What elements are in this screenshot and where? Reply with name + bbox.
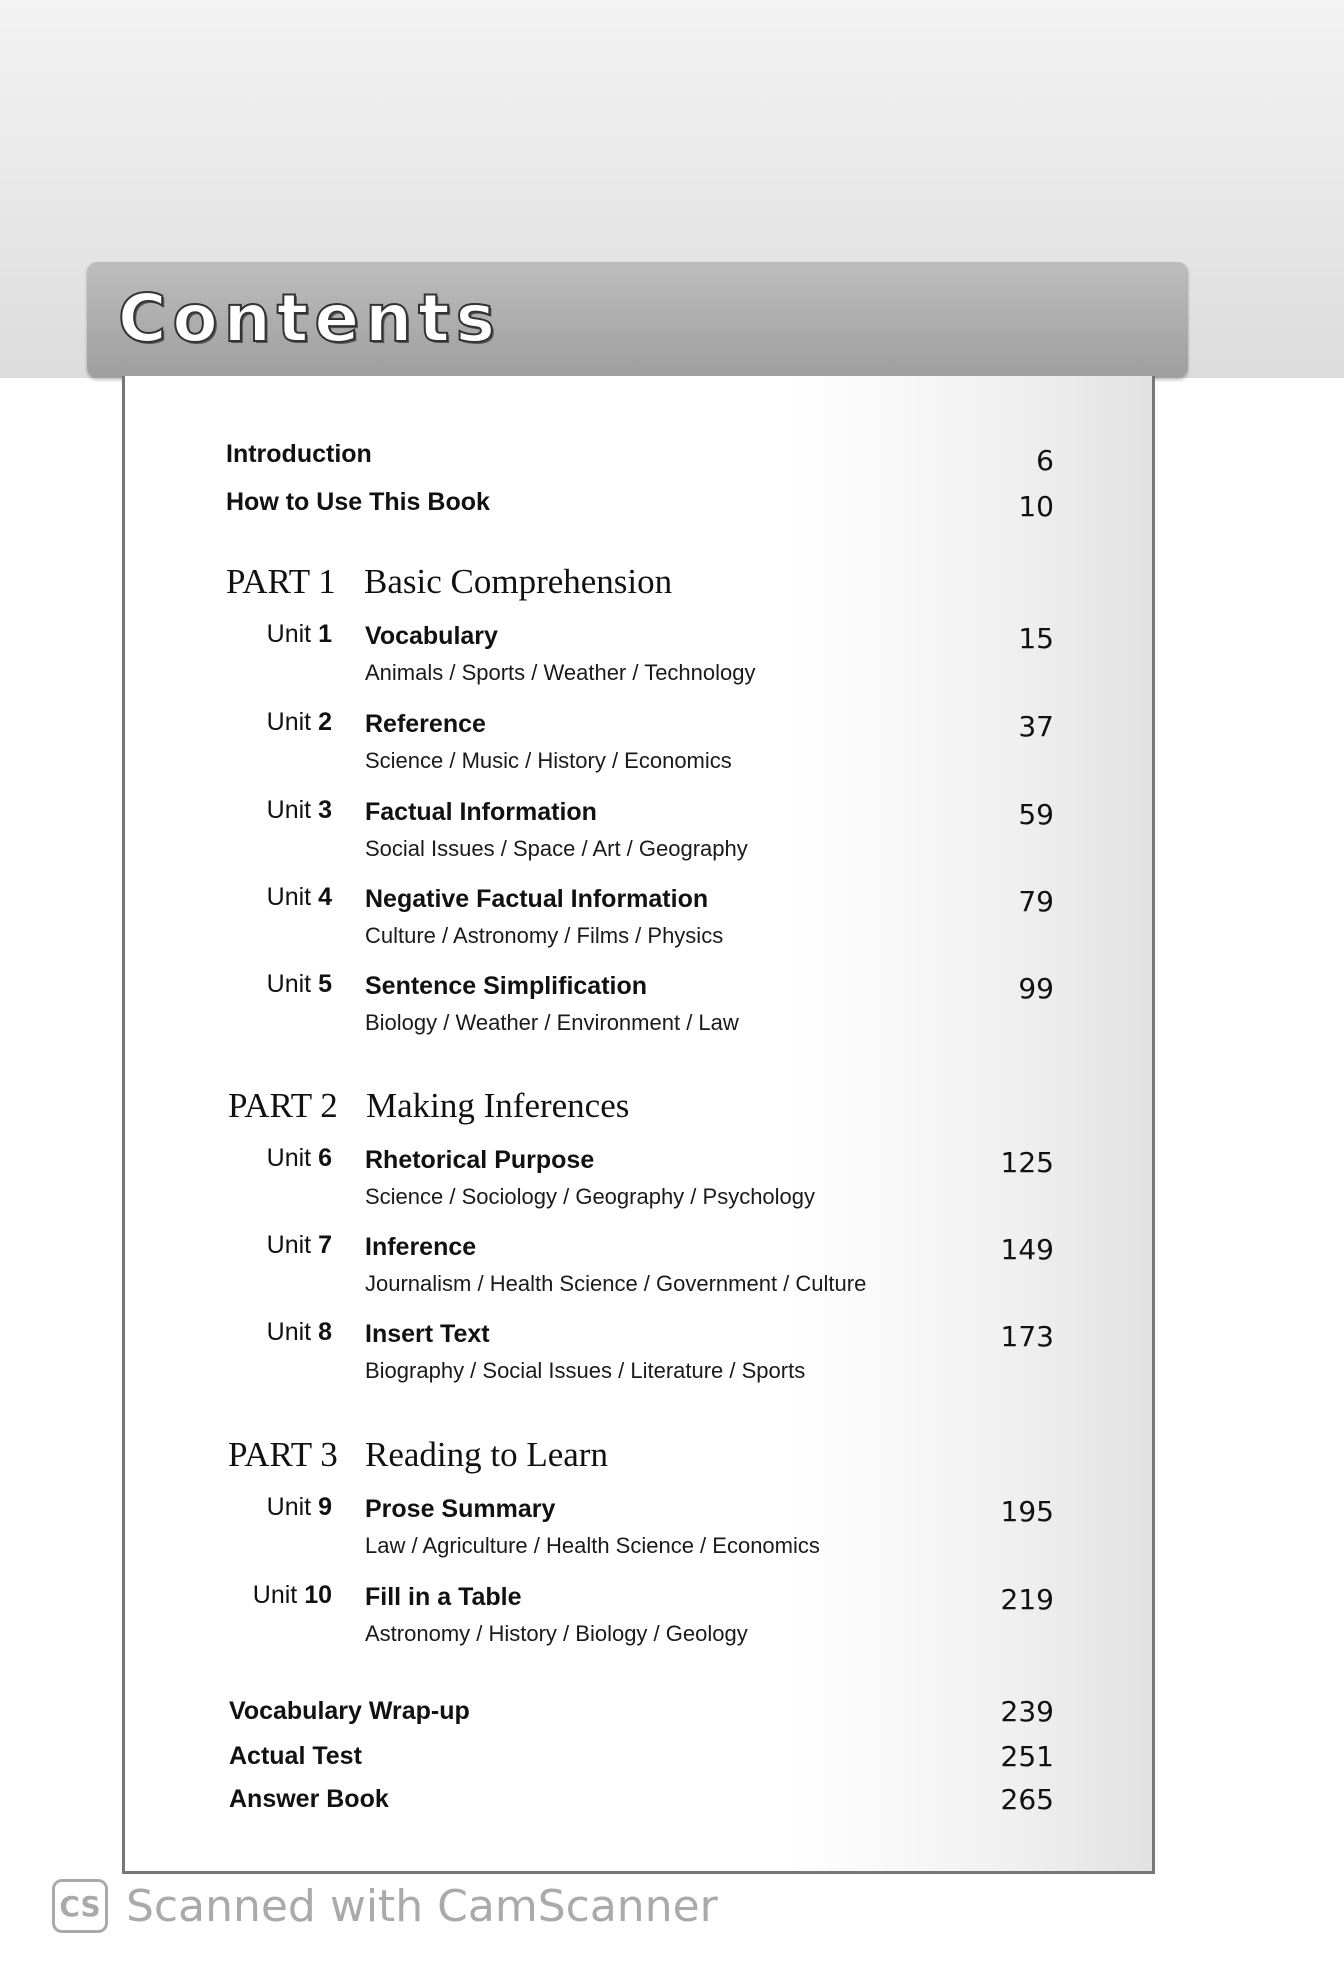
unit-title: Fill in a Table xyxy=(365,1583,522,1611)
unit-topics: Astronomy / History / Biology / Geology xyxy=(365,1621,748,1646)
entry-label: Introduction xyxy=(226,440,372,468)
unit-label: Unit 8 xyxy=(266,1318,332,1346)
page-number: 149 xyxy=(1000,1233,1054,1266)
unit-label: Unit 2 xyxy=(266,708,332,736)
part-heading-2 xyxy=(0,1086,1344,1136)
camscanner-logo-icon: CS xyxy=(52,1879,108,1933)
page-number: 99 xyxy=(1018,972,1054,1005)
unit-label: Unit 5 xyxy=(266,970,332,998)
unit-title: Reference xyxy=(365,710,486,738)
page-number: 265 xyxy=(1000,1783,1054,1816)
part-title: Making Inferences xyxy=(366,1086,630,1125)
unit-label: Unit 4 xyxy=(266,883,332,911)
part-heading-3 xyxy=(0,1435,1344,1485)
scanner-watermark xyxy=(52,1876,718,1936)
toc-unit-6[interactable] xyxy=(0,1144,1344,1214)
unit-label: Unit 1 xyxy=(266,620,332,648)
toc-entry-vocabulary-wrap-up[interactable] xyxy=(0,1697,1344,1737)
toc-unit-9[interactable] xyxy=(0,1493,1344,1563)
page-number: 15 xyxy=(1018,622,1054,655)
unit-label: Unit 9 xyxy=(266,1493,332,1521)
unit-label: Unit 10 xyxy=(252,1581,332,1609)
page-number: 6 xyxy=(1036,444,1054,477)
page-number: 79 xyxy=(1018,885,1054,918)
toc-entry-how-to-use[interactable] xyxy=(0,488,1344,528)
unit-label: Unit 3 xyxy=(266,796,332,824)
toc-entry-actual-test[interactable] xyxy=(0,1742,1344,1782)
unit-title: Negative Factual Information xyxy=(365,885,709,913)
entry-label: How to Use This Book xyxy=(226,488,490,516)
page-number: 125 xyxy=(1000,1146,1054,1179)
unit-topics: Science / Sociology / Geography / Psychology xyxy=(365,1184,816,1209)
toc-entry-answer-book[interactable] xyxy=(0,1785,1344,1825)
part-label: PART 3 xyxy=(228,1435,338,1474)
page-number: 251 xyxy=(1000,1740,1054,1773)
page-number: 37 xyxy=(1018,710,1054,743)
page-number: 239 xyxy=(1000,1695,1054,1728)
unit-label: Unit 6 xyxy=(266,1144,332,1172)
page-number: 173 xyxy=(1000,1320,1054,1353)
unit-topics: Biography / Social Issues / Literature / Sports xyxy=(365,1358,806,1383)
watermark-text: Scanned with CamScanner xyxy=(126,1880,718,1932)
page-number: 10 xyxy=(1018,490,1054,523)
unit-topics: Biology / Weather / Environment / Law xyxy=(365,1010,739,1035)
page-title: Contents xyxy=(118,280,501,357)
page-number: 219 xyxy=(1000,1583,1054,1616)
toc-unit-8[interactable] xyxy=(0,1318,1344,1388)
toc-unit-3[interactable] xyxy=(0,796,1344,866)
unit-title: Vocabulary xyxy=(365,622,498,650)
part-heading-1 xyxy=(0,562,1344,612)
unit-title: Rhetorical Purpose xyxy=(365,1146,595,1174)
part-title: Basic Comprehension xyxy=(364,562,673,601)
entry-label: Answer Book xyxy=(229,1785,389,1813)
unit-topics: Journalism / Health Science / Government / Culture xyxy=(365,1271,867,1296)
part-label: PART 1 xyxy=(226,562,336,601)
toc-unit-4[interactable] xyxy=(0,883,1344,953)
unit-topics: Science / Music / History / Economics xyxy=(365,748,732,773)
page-number: 195 xyxy=(1000,1495,1054,1528)
unit-label: Unit 7 xyxy=(266,1231,332,1259)
unit-title: Inference xyxy=(365,1233,477,1261)
toc-entry-introduction[interactable] xyxy=(0,440,1344,480)
toc-unit-1[interactable] xyxy=(0,620,1344,690)
unit-title: Insert Text xyxy=(365,1320,490,1348)
unit-title: Factual Information xyxy=(365,798,597,826)
entry-label: Vocabulary Wrap-up xyxy=(229,1697,470,1725)
toc-unit-5[interactable] xyxy=(0,970,1344,1040)
unit-topics: Social Issues / Space / Art / Geography xyxy=(365,836,748,861)
unit-topics: Animals / Sports / Weather / Technology xyxy=(365,660,756,685)
part-label: PART 2 xyxy=(228,1086,338,1125)
unit-topics: Law / Agriculture / Health Science / Economics xyxy=(365,1533,820,1558)
unit-topics: Culture / Astronomy / Films / Physics xyxy=(365,923,724,948)
unit-title: Sentence Simplification xyxy=(365,972,648,1000)
page-number: 59 xyxy=(1018,798,1054,831)
entry-label: Actual Test xyxy=(229,1742,362,1770)
toc-unit-7[interactable] xyxy=(0,1231,1344,1301)
part-title: Reading to Learn xyxy=(365,1435,608,1474)
unit-title: Prose Summary xyxy=(365,1495,556,1523)
toc-unit-2[interactable] xyxy=(0,708,1344,778)
toc-unit-10[interactable] xyxy=(0,1581,1344,1651)
